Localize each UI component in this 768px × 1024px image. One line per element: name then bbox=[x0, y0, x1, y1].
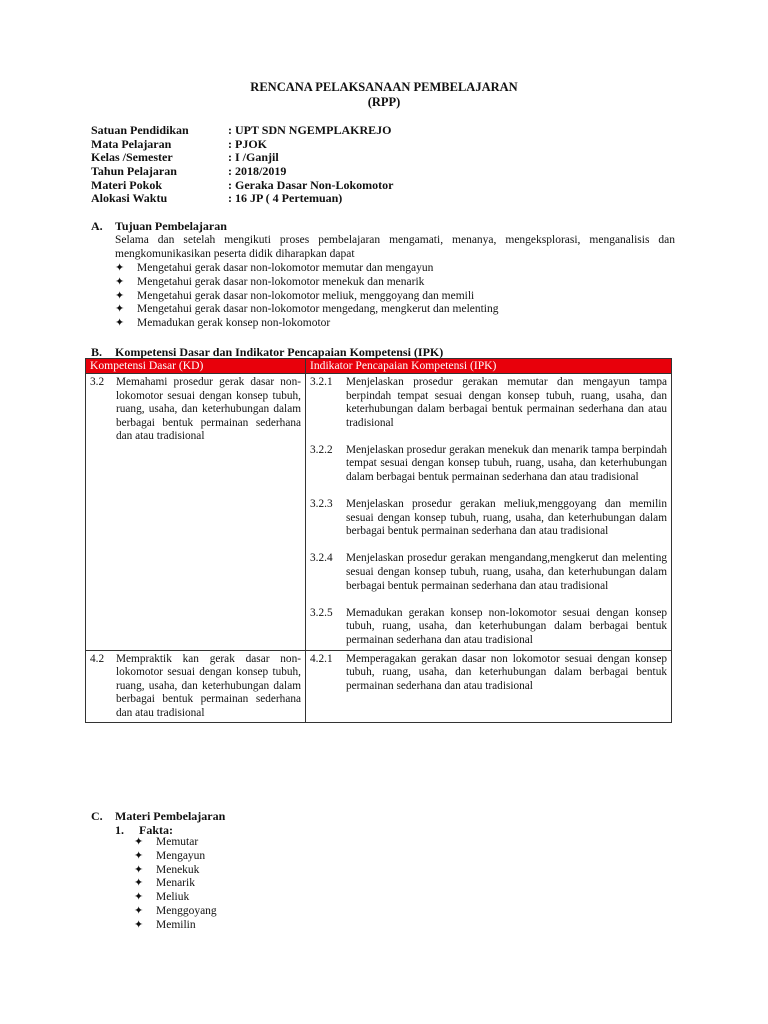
subsection-heading bbox=[115, 823, 173, 837]
list-item bbox=[134, 877, 217, 891]
list-item-text: Mengetahui gerak dasar non-lokomotor meliuk, menggoyang dan memili bbox=[137, 289, 475, 302]
identity-row bbox=[91, 123, 393, 137]
star-bullet-icon: ✦ bbox=[115, 262, 125, 274]
ipk-text: Memperagakan gerakan dasar non lokomotor sesuai dengan konsep tubuh, ruang, usaha, dan keterhubungan dalam berbagai bentuk permainan sederhana dan atau tradisional bbox=[346, 652, 667, 692]
list-item-text: Menggoyang bbox=[156, 904, 217, 917]
identity-label: Kelas /Semester bbox=[91, 150, 173, 165]
identity-value: : 2018/2019 bbox=[228, 164, 287, 179]
document-title: RENCANA PELAKSANAAN PEMBELAJARAN bbox=[250, 80, 518, 94]
identity-value: : Geraka Dasar Non-Lokomotor bbox=[228, 177, 394, 192]
ipk-text: Memadukan gerakan konsep non-lokomotor sesuai dengan konsep tubuh, ruang, usaha, dan keterhubungan dalam berbagai bentuk permainan sederhana dan atau tradisional bbox=[346, 606, 667, 646]
ipk-number: 4.2.1 bbox=[310, 652, 333, 665]
section-b-heading bbox=[91, 345, 443, 359]
section-letter: A. bbox=[91, 219, 103, 233]
kd-number: 3.2 bbox=[90, 376, 105, 388]
ipk-cell bbox=[306, 374, 672, 651]
star-bullet-icon: ✦ bbox=[134, 849, 144, 862]
ipk-number: 3.2.3 bbox=[310, 498, 333, 511]
list-item-text: Menarik bbox=[156, 877, 195, 890]
table-row bbox=[86, 374, 672, 651]
facts-list bbox=[134, 836, 217, 933]
ipk-text: Menjelaskan prosedur gerakan memutar dan mengayun tampa berpindah tempat sesuai dengan konsep tubuh, ruang, usaha, dan keterhubungan dalam berbagai bentuk permainan sederhana dan atau tradisional bbox=[346, 376, 667, 429]
list-item bbox=[134, 891, 217, 905]
table-header-row bbox=[86, 359, 672, 374]
column-header-ipk: Indikator Pencapaian Kompetensi (IPK) bbox=[306, 359, 672, 374]
star-bullet-icon: ✦ bbox=[134, 891, 144, 904]
list-item bbox=[115, 303, 499, 317]
identity-value: : UPT SDN NGEMPLAKREJO bbox=[228, 123, 392, 137]
identity-label: Alokasi Waktu bbox=[91, 191, 168, 206]
document-subtitle: (RPP) bbox=[367, 95, 401, 109]
identity-block bbox=[91, 123, 393, 205]
star-bullet-icon: ✦ bbox=[115, 303, 125, 316]
list-item-text: Mengetahui gerak dasar non-lokomotor menekuk dan menarik bbox=[137, 275, 425, 288]
star-bullet-icon: ✦ bbox=[115, 317, 125, 330]
list-item bbox=[134, 836, 217, 850]
list-item bbox=[115, 276, 499, 290]
identity-value: : 16 JP ( 4 Pertemuan) bbox=[228, 191, 343, 206]
identity-label: Mata Pelajaran bbox=[91, 136, 172, 151]
section-letter: C. bbox=[91, 809, 103, 823]
subsection-title: Fakta: bbox=[139, 823, 173, 837]
list-item bbox=[115, 290, 499, 304]
column-header-kd: Kompetensi Dasar (KD) bbox=[86, 359, 306, 374]
section-title: Materi Pembelajaran bbox=[115, 809, 226, 823]
ipk-entry bbox=[310, 607, 667, 648]
identity-value: : I /Ganjil bbox=[228, 150, 279, 165]
star-bullet-icon: ✦ bbox=[134, 863, 144, 876]
kd-cell bbox=[86, 374, 306, 651]
identity-value: : PJOK bbox=[228, 136, 267, 151]
list-item-text: Memutar bbox=[156, 836, 199, 848]
ipk-entry bbox=[310, 552, 667, 593]
section-a-intro: Selama dan setelah mengikuti proses pembelajaran mengamati, menanya, mengeksplorasi, menganalisis dan mengkomunikasikan peserta didik diharapkan dapat bbox=[115, 234, 675, 260]
list-item-text: Mengetahui gerak dasar non-lokomotor mengedang, mengkerut dan melenting bbox=[137, 303, 499, 316]
identity-row bbox=[91, 164, 393, 178]
ipk-entry bbox=[310, 444, 667, 485]
ipk-entry bbox=[310, 653, 667, 694]
section-title: Tujuan Pembelajaran bbox=[115, 219, 227, 233]
ipk-text: Menjelaskan prosedur gerakan menekuk dan menarik tampa berpindah tempat sesuai dengan konsep tubuh, ruang, usaha, dan keterhubungan dalam berbagai bentuk permainan sederhana dan atau tradisional bbox=[346, 443, 667, 484]
ipk-entry bbox=[310, 376, 667, 430]
section-a-heading bbox=[91, 219, 227, 233]
identity-row bbox=[91, 191, 393, 205]
subsection-number: 1. bbox=[115, 823, 124, 837]
list-item-text: Mengayun bbox=[156, 849, 206, 862]
list-item-text: Meliuk bbox=[156, 891, 190, 904]
ipk-number: 3.2.1 bbox=[310, 376, 333, 388]
identity-label: Tahun Pelajaran bbox=[91, 164, 177, 179]
kd-cell bbox=[86, 650, 306, 723]
identity-label: Materi Pokok bbox=[91, 177, 162, 192]
competency-table bbox=[85, 358, 672, 723]
list-item bbox=[134, 905, 217, 919]
star-bullet-icon: ✦ bbox=[134, 918, 144, 931]
list-item bbox=[134, 919, 217, 933]
identity-row bbox=[91, 150, 393, 164]
ipk-number: 3.2.5 bbox=[310, 606, 333, 619]
kd-number: 4.2 bbox=[90, 652, 105, 665]
list-item-text: Memadukan gerak konsep non-lokomotor bbox=[137, 317, 331, 330]
section-letter: B. bbox=[91, 345, 103, 359]
ipk-entry bbox=[310, 498, 667, 539]
star-bullet-icon: ✦ bbox=[134, 877, 144, 890]
identity-row bbox=[91, 137, 393, 151]
objectives-list bbox=[115, 262, 499, 331]
list-item bbox=[134, 864, 217, 878]
list-item-text: Menekuk bbox=[156, 863, 200, 876]
ipk-number: 3.2.2 bbox=[310, 443, 333, 456]
list-item bbox=[134, 850, 217, 864]
kd-entry bbox=[90, 653, 301, 721]
list-item bbox=[115, 317, 499, 331]
ipk-number: 3.2.4 bbox=[310, 552, 333, 565]
identity-label: Satuan Pendidikan bbox=[91, 123, 189, 137]
star-bullet-icon: ✦ bbox=[115, 289, 125, 302]
list-item-text: Mengetahui gerak dasar non-lokomotor memutar dan mengayun bbox=[137, 262, 434, 274]
list-item-text: Memilin bbox=[156, 918, 196, 931]
star-bullet-icon: ✦ bbox=[134, 836, 144, 848]
identity-row bbox=[91, 178, 393, 192]
list-item bbox=[115, 262, 499, 276]
star-bullet-icon: ✦ bbox=[134, 904, 144, 917]
kd-text: Memahami prosedur gerak dasar non-lokomotor sesuai dengan konsep tubuh, ruang, usaha, dan keterhubungan dalam berbagai bentuk permainan sederhana dan atau tradisional bbox=[116, 376, 301, 443]
kd-text: Mempraktik kan gerak dasar non-lokomotor sesuai dengan konsep tubuh, ruang, usaha, dan keterhubungan dalam berbagai bentuk permainan sederhana dan atau tradisional bbox=[116, 652, 301, 719]
kd-entry bbox=[90, 376, 301, 444]
table-row bbox=[86, 650, 672, 723]
ipk-cell bbox=[306, 650, 672, 723]
ipk-text: Menjelaskan prosedur gerakan mengandang,mengkerut dan melenting sesuai dengan konsep tubuh, ruang, usaha, dan keterhubungan dalam berbagai bentuk permainan sederhana dan atau tradisional bbox=[346, 552, 667, 592]
section-c-heading bbox=[91, 809, 225, 823]
section-title: Kompetensi Dasar dan Indikator Pencapaian Kompetensi (IPK) bbox=[115, 345, 444, 359]
ipk-text: Menjelaskan prosedur gerakan meliuk,menggoyang dan memilin sesuai dengan konsep tubuh, ruang, usaha, dan keterhubungan dalam berbagai bentuk permainan sederhana dan atau tradisional bbox=[346, 498, 667, 538]
star-bullet-icon: ✦ bbox=[115, 275, 125, 288]
